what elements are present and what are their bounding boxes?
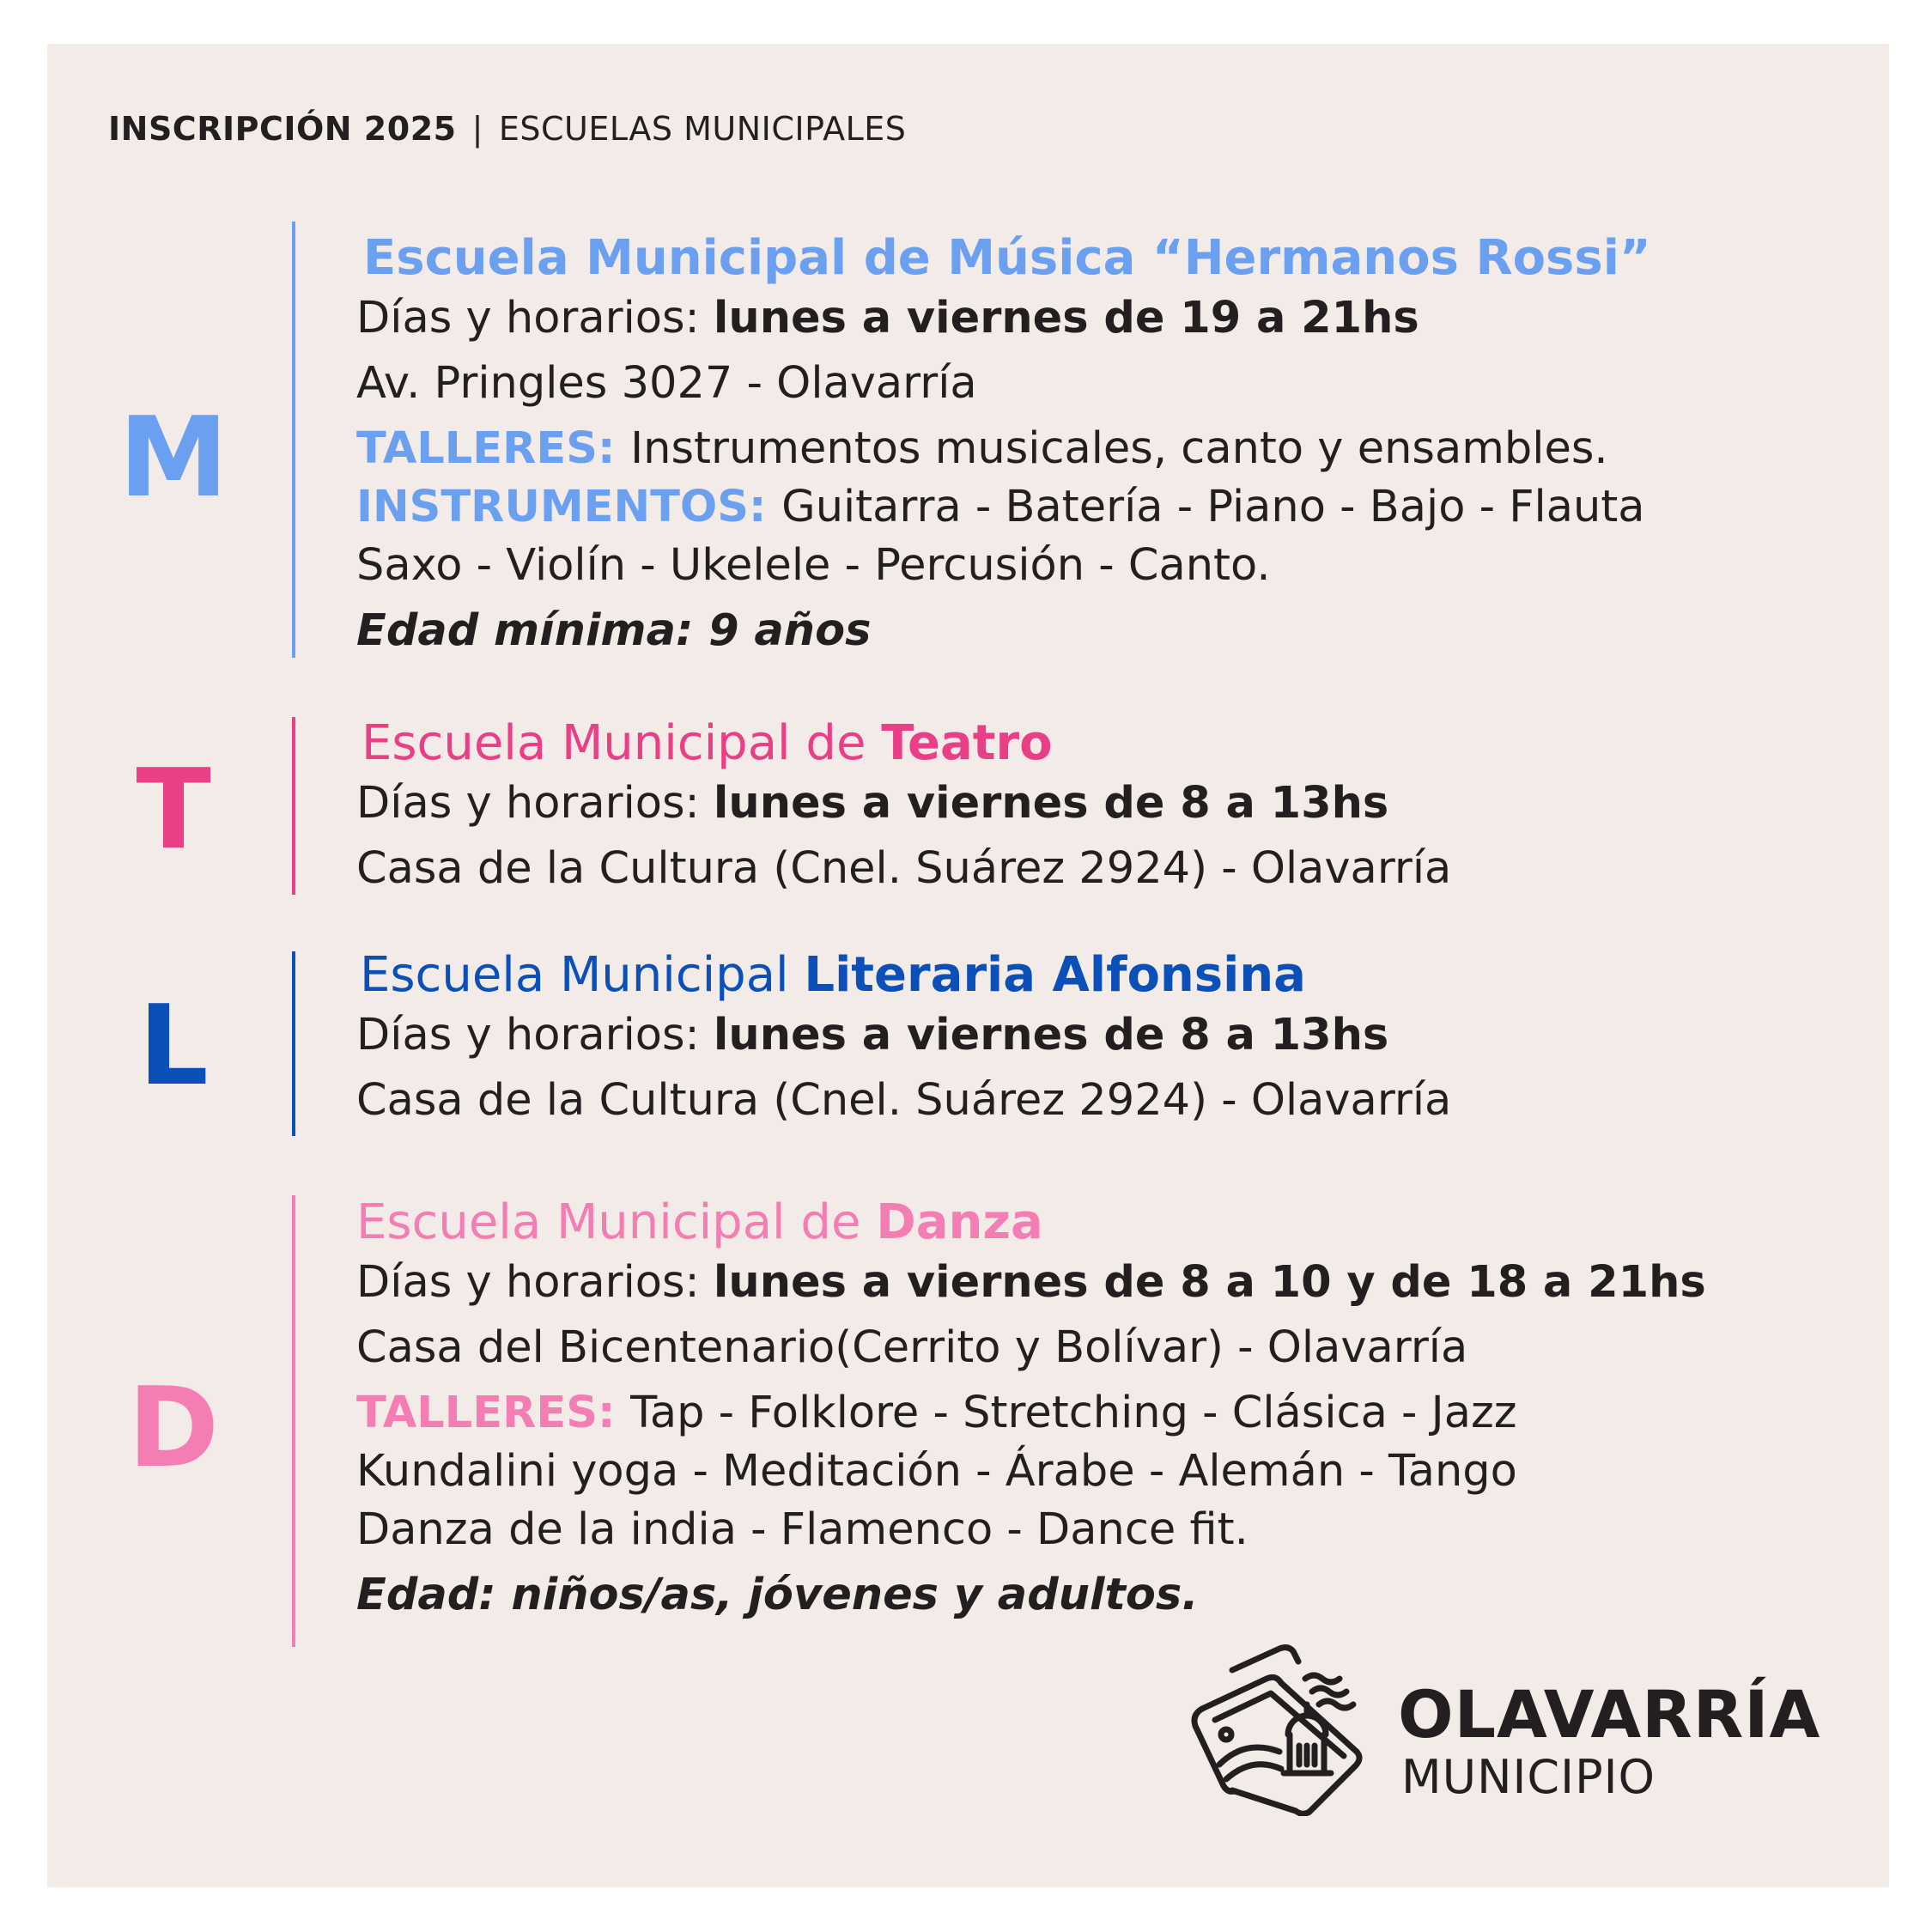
danza-schedule — [356, 1254, 1706, 1312]
musica-address: Av. Pringles 3027 - Olavarría — [356, 358, 977, 409]
danza-letter: D — [127, 1364, 220, 1492]
schedule-value: lunes a viernes de 19 a 21hs — [713, 293, 1419, 343]
danza-address: Casa del Bicentenario(Cerrito y Bolívar) - Olavarría — [356, 1322, 1468, 1373]
instrumentos-value: Guitarra - Batería - Piano - Bajo - Flauta — [781, 482, 1645, 532]
literaria-title-prefix: Escuela Municipal — [360, 947, 805, 1003]
musica-instrumentos-2: Saxo - Violín - Ukelele - Percusión - Canto. — [356, 540, 1271, 591]
danza-title-bold: Danza — [876, 1194, 1043, 1250]
literaria-schedule — [356, 1006, 1451, 1065]
teatro-divider — [292, 717, 295, 895]
danza-talleres — [356, 1384, 1706, 1443]
musica-divider — [292, 222, 295, 658]
talleres-value: Instrumentos musicales, canto y ensambles. — [630, 423, 1608, 474]
teatro-letter: T — [136, 746, 211, 874]
teatro-title-prefix: Escuela Municipal de — [361, 715, 882, 771]
literaria-title — [356, 945, 1451, 1006]
teatro-title — [356, 713, 1451, 775]
musica-instrumentos — [356, 478, 1651, 537]
musica-title: Escuela Municipal de Música “Hermanos Rossi” — [363, 230, 1651, 286]
danza-section — [356, 1192, 1706, 1625]
musica-talleres — [356, 420, 1651, 478]
teatro-schedule — [356, 775, 1451, 833]
teatro-address: Casa de la Cultura (Cnel. Suárez 2924) - Olavarría — [356, 843, 1452, 894]
literaria-section — [356, 945, 1451, 1130]
schedule-label: Días y horarios: — [356, 293, 714, 343]
musica-edad: Edad mínima: 9 años — [356, 605, 872, 656]
instrumentos-label: INSTRUMENTOS: — [356, 482, 782, 532]
header-separator: | — [471, 110, 483, 148]
brand-subtitle: MUNICIPIO — [1401, 1750, 1656, 1804]
danza-title — [356, 1192, 1706, 1254]
danza-talleres-3: Danza de la india - Flamenco - Dance fit. — [356, 1504, 1249, 1555]
schedule-label: Días y horarios: — [356, 1257, 714, 1308]
danza-edad: Edad: niños/as, jóvenes y adultos. — [356, 1570, 1199, 1620]
literaria-divider — [292, 951, 295, 1136]
teatro-section — [356, 713, 1451, 898]
schedule-label: Días y horarios: — [356, 778, 714, 829]
header-label: INSCRIPCIÓN 2025 — [108, 110, 457, 148]
schedule-value: lunes a viernes de 8 a 13hs — [713, 1010, 1389, 1060]
literaria-letter: L — [138, 982, 209, 1110]
teatro-title-bold: Teatro — [881, 715, 1053, 771]
page-header — [108, 110, 906, 148]
danza-divider — [292, 1195, 295, 1647]
brand-name: OLAVARRÍA — [1398, 1676, 1821, 1753]
musica-letter: M — [118, 394, 228, 522]
header-subtitle: ESCUELAS MUNICIPALES — [498, 110, 907, 148]
schedule-value: lunes a viernes de 8 a 10 y de 18 a 21hs — [713, 1257, 1706, 1308]
literaria-address: Casa de la Cultura (Cnel. Suárez 2924) - Olavarría — [356, 1075, 1452, 1126]
musica-section — [356, 228, 1651, 660]
talleres-label: TALLERES: — [356, 423, 631, 474]
talleres-label: TALLERES: — [356, 1388, 631, 1438]
municipio-logo-icon — [1185, 1644, 1378, 1816]
schedule-value: lunes a viernes de 8 a 13hs — [713, 778, 1389, 829]
schedule-label: Días y horarios: — [356, 1010, 714, 1060]
danza-title-prefix: Escuela Municipal de — [356, 1194, 877, 1250]
musica-schedule — [356, 289, 1651, 348]
literaria-title-bold: Literaria Alfonsina — [804, 947, 1306, 1003]
danza-talleres-2: Kundalini yoga - Meditación - Árabe - Alemán - Tango — [356, 1446, 1517, 1497]
talleres-value: Tap - Folklore - Stretching - Clásica - Jazz — [630, 1388, 1517, 1438]
